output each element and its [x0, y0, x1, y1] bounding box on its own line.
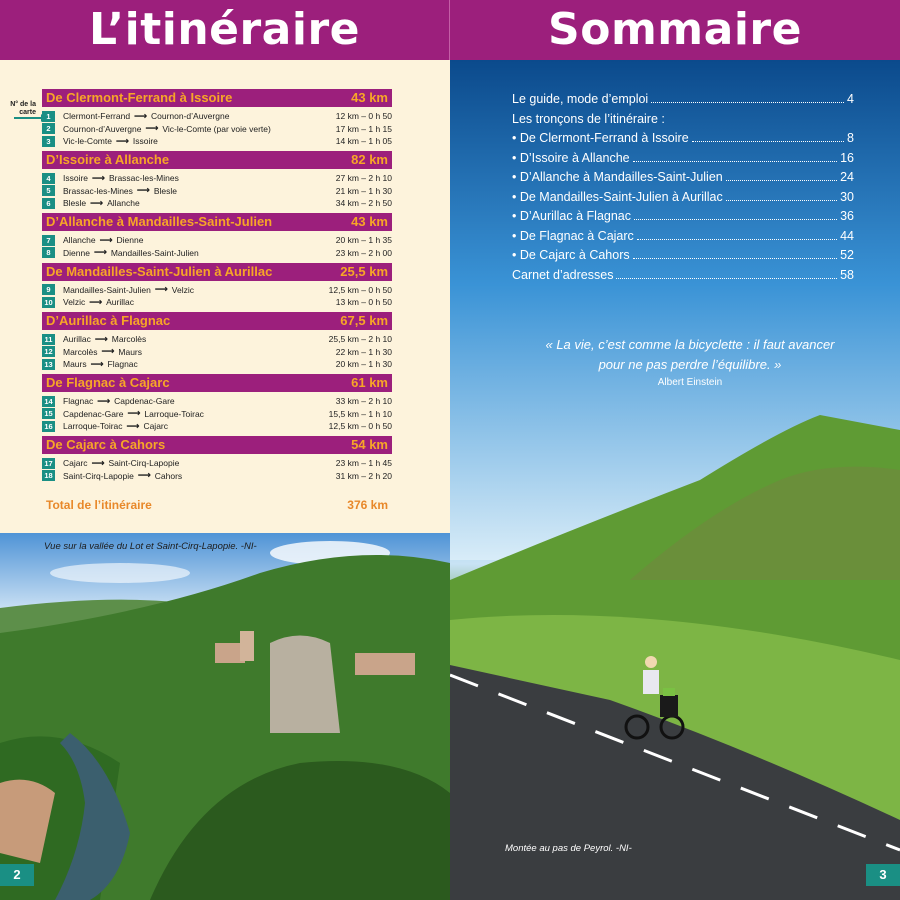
toc-leader-dots [634, 211, 837, 220]
page-number-right: 3 [866, 864, 900, 886]
stage-header [42, 436, 392, 454]
segment-row [42, 420, 392, 432]
toc-entry-label: • D’Allanche à Mandailles-Saint-Julien [512, 170, 723, 184]
toc-leader-dots [726, 172, 837, 181]
segment-distance: 22 km – 1 h 30 [335, 346, 392, 357]
arrow-right-icon: ⟶ [89, 296, 103, 307]
arrow-right-icon: ⟶ [90, 197, 104, 208]
lot-valley-illustration [0, 533, 450, 900]
right-photo-caption: Montée au pas de Peyrol. -NI- [505, 843, 632, 854]
summary-title: Sommaire [450, 0, 900, 60]
segment-row [42, 172, 392, 184]
stage-block [42, 213, 392, 259]
segment-row [42, 296, 392, 308]
segment-to: Marcolès [111, 334, 147, 344]
stage-rows [42, 231, 392, 259]
toc-entry-label: • De Mandailles-Saint-Julien à Aurillac [512, 189, 723, 204]
toc-entry-page: 16 [840, 150, 854, 165]
toc-entry[interactable] [512, 92, 854, 112]
segment-from: Clermont-Ferrand [63, 111, 131, 121]
segment-row [42, 123, 392, 135]
arrow-right-icon: ⟶ [145, 123, 159, 133]
map-number-badge: 14 [42, 396, 55, 407]
map-number-badge: 11 [42, 334, 55, 345]
toc-entry-page: 8 [847, 131, 854, 145]
segment-distance: 12,5 km – 0 h 50 [328, 284, 392, 295]
map-number-label: N° de la carte [10, 101, 36, 116]
map-number-badge: 12 [42, 346, 55, 357]
stage-block [42, 374, 392, 432]
arrow-right-icon: ⟶ [90, 358, 104, 369]
quote-line-1: « La vie, c’est comme la bicyclette : il faut avancer [545, 337, 835, 352]
arrow-right-icon: ⟶ [126, 420, 140, 431]
stage-km: 61 km [351, 375, 388, 390]
segment-from: Cajarc [63, 458, 88, 468]
toc-entry-label: • D’Issoire à Allanche [512, 150, 630, 165]
table-of-contents [512, 92, 854, 287]
map-number-badge: 8 [42, 247, 55, 258]
segment-row [42, 247, 392, 259]
segment-from: Flagnac [63, 396, 94, 406]
toc-entry[interactable] [512, 112, 854, 132]
stage-name: D’Allanche à Mandailles-Saint-Julien [46, 214, 273, 229]
segment-row [42, 110, 392, 122]
stage-km: 25,5 km [340, 263, 388, 279]
segment-to: Capdenac-Gare [114, 396, 175, 406]
segment-row [42, 358, 392, 370]
segment-distance: 23 km – 2 h 00 [335, 247, 392, 258]
stage-km: 67,5 km [340, 313, 388, 328]
stage-rows [42, 392, 392, 432]
map-number-badge: 17 [42, 458, 55, 469]
stage-block [42, 151, 392, 209]
arrow-right-icon: ⟶ [137, 470, 151, 480]
segment-to: Cahors [154, 470, 183, 481]
map-number-badge: 9 [42, 284, 55, 295]
lot-valley-photo [0, 533, 450, 900]
segment-from: Velzic [63, 297, 86, 307]
map-number-badge: 4 [42, 173, 55, 184]
segment-from: Cournon-d’Auvergne [63, 123, 142, 134]
stage-name: D’Aurillac à Flagnac [46, 313, 171, 328]
stage-km: 54 km [351, 437, 388, 452]
toc-entry-page: 52 [840, 248, 854, 262]
page-number-left: 2 [0, 864, 34, 886]
segment-distance: 13 km – 0 h 50 [335, 297, 392, 307]
stage-block [42, 89, 392, 147]
map-number-badge: 15 [42, 408, 55, 419]
segment-to: Flagnac [107, 359, 138, 369]
segment-to: Blesle [153, 185, 177, 196]
toc-leader-dots [637, 231, 837, 240]
stage-rows [42, 330, 392, 370]
itinerary-total [42, 498, 392, 512]
arrow-right-icon: ⟶ [101, 346, 115, 356]
toc-entry-label: Carnet d’adresses [512, 267, 614, 282]
toc-entry-page: 30 [840, 189, 854, 204]
segment-distance: 15,5 km – 1 h 10 [328, 408, 392, 419]
toc-entry[interactable] [512, 209, 854, 229]
stage-header [42, 374, 392, 392]
stage-block [42, 263, 392, 309]
stage-block [42, 436, 392, 482]
segment-distance: 12 km – 0 h 50 [335, 111, 392, 121]
toc-leader-dots [633, 153, 837, 162]
arrow-right-icon: ⟶ [94, 333, 108, 344]
segment-distance: 14 km – 1 h 05 [335, 136, 392, 146]
map-number-badge: 7 [42, 235, 55, 246]
segment-row [42, 185, 392, 197]
stage-km: 82 km [351, 152, 388, 167]
segment-distance: 20 km – 1 h 30 [335, 359, 392, 369]
segment-from: Dienne [63, 247, 90, 258]
stage-rows [42, 281, 392, 309]
segment-row [42, 135, 392, 147]
map-number-badge: 1 [42, 111, 55, 122]
segment-to: Issoire [132, 136, 158, 146]
segment-from: Mandailles-Saint-Julien [63, 284, 151, 295]
segment-to: Cajarc [143, 421, 168, 431]
segment-row [42, 234, 392, 246]
quote-line-2: pour ne pas perdre l’équilibre. » [598, 357, 782, 372]
segment-to: Larroque-Toirac [144, 408, 204, 419]
segment-to: Allanche [107, 198, 140, 208]
segment-row [42, 457, 392, 469]
toc-entry[interactable] [512, 229, 854, 249]
map-number-badge: 6 [42, 198, 55, 209]
segment-to: Mandailles-Saint-Julien [110, 247, 199, 258]
map-number-badge: 5 [42, 185, 55, 196]
arrow-right-icon: ⟶ [93, 247, 107, 257]
arrow-right-icon: ⟶ [91, 457, 105, 468]
right-page [450, 0, 900, 900]
toc-entry[interactable] [512, 268, 854, 288]
toc-leader-dots [726, 192, 837, 201]
stage-header [42, 151, 392, 169]
arrow-right-icon: ⟶ [154, 284, 168, 294]
segment-distance: 23 km – 1 h 45 [335, 458, 392, 468]
stage-km: 43 km [351, 214, 388, 229]
total-label: Total de l’itinéraire [46, 498, 152, 512]
total-km: 376 km [347, 498, 388, 512]
toc-entry-label: • De Cajarc à Cahors [512, 248, 630, 262]
map-number-badge: 3 [42, 136, 55, 147]
segment-row [42, 346, 392, 358]
stage-block [42, 312, 392, 370]
itinerary-stages [42, 89, 392, 486]
arrow-right-icon: ⟶ [99, 234, 113, 245]
toc-entry-label: • D’Aurillac à Flagnac [512, 209, 632, 223]
arrow-right-icon: ⟶ [97, 395, 111, 406]
segment-distance: 12,5 km – 0 h 50 [328, 421, 392, 431]
left-photo-caption: Vue sur la vallée du Lot et Saint-Cirq-Lapopie. -NI- [44, 541, 257, 552]
segment-from: Brassac-les-Mines [63, 185, 133, 196]
arrow-right-icon: ⟶ [92, 172, 105, 183]
toc-entry-label: • De Flagnac à Cajarc [512, 228, 634, 243]
segment-from: Maurs [63, 359, 87, 369]
toc-entry-page: 24 [840, 170, 854, 184]
stage-header [42, 312, 392, 330]
segment-distance: 31 km – 2 h 20 [335, 470, 392, 481]
segment-distance: 20 km – 1 h 35 [335, 235, 392, 245]
segment-to: Brassac-les-Mines [108, 173, 179, 183]
segment-from: Vic-le-Comte [63, 136, 112, 146]
toc-entry-label: • De Clermont-Ferrand à Issoire [512, 131, 689, 145]
segment-from: Larroque-Toirac [63, 421, 123, 431]
segment-distance: 25,5 km – 2 h 10 [328, 334, 392, 344]
toc-entry-page: 44 [840, 228, 854, 243]
segment-row [42, 470, 392, 482]
segment-from: Aurillac [63, 334, 91, 344]
itinerary-title: L’itinéraire [0, 0, 450, 60]
toc-entry[interactable] [512, 170, 854, 190]
arrow-right-icon: ⟶ [127, 408, 141, 418]
arrow-right-icon: ⟶ [115, 135, 129, 146]
segment-from: Issoire [63, 173, 89, 183]
stage-header [42, 89, 392, 107]
map-number-badge: 10 [42, 297, 55, 308]
arrow-right-icon: ⟶ [134, 110, 147, 121]
segment-from: Marcolès [63, 346, 98, 357]
toc-leader-dots [616, 270, 837, 279]
toc-entry-label: Les tronçons de l’itinéraire : [512, 111, 665, 126]
segment-distance: 17 km – 1 h 15 [335, 123, 392, 134]
arrow-right-icon: ⟶ [136, 185, 150, 195]
stage-rows [42, 454, 392, 482]
map-number-badge: 18 [42, 470, 55, 481]
segment-distance: 34 km – 2 h 50 [335, 198, 392, 208]
stage-header [42, 213, 392, 231]
segment-to: Dienne [116, 235, 144, 245]
map-number-badge: 16 [42, 421, 55, 432]
segment-row [42, 197, 392, 209]
map-number-badge: 2 [42, 123, 55, 134]
segment-distance: 27 km – 2 h 10 [335, 173, 392, 183]
segment-to: Maurs [118, 346, 143, 357]
segment-from: Capdenac-Gare [63, 408, 124, 419]
segment-from: Allanche [63, 235, 96, 245]
toc-entry[interactable] [512, 248, 854, 268]
quote-author: Albert Einstein [657, 377, 723, 388]
segment-to: Vic-le-Comte (par voie verte) [162, 123, 271, 134]
segment-to: Cournon-d’Auvergne [150, 111, 230, 121]
segment-from: Saint-Cirq-Lapopie [63, 470, 134, 481]
segment-distance: 21 km – 1 h 30 [335, 185, 392, 196]
toc-entry[interactable] [512, 131, 854, 151]
segment-from: Blesle [63, 198, 87, 208]
segment-to: Aurillac [106, 297, 134, 307]
segment-row [42, 395, 392, 407]
segment-row [42, 333, 392, 345]
toc-entry-label: Le guide, mode d’emploi [512, 92, 649, 106]
toc-entry-page: 36 [840, 209, 854, 223]
stage-rows [42, 169, 392, 209]
stage-name: De Mandailles-Saint-Julien à Aurillac [46, 263, 273, 279]
stage-name: De Cajarc à Cahors [46, 437, 166, 452]
stage-name: De Flagnac à Cajarc [46, 375, 170, 390]
toc-entry-page: 58 [840, 267, 854, 282]
segment-distance: 33 km – 2 h 10 [335, 396, 392, 406]
toc-leader-dots [651, 94, 844, 103]
toc-entry[interactable] [512, 190, 854, 210]
stage-name: D’Issoire à Allanche [46, 152, 170, 167]
stage-header [42, 263, 392, 281]
stage-rows [42, 107, 392, 147]
segment-row [42, 284, 392, 296]
segment-to: Saint-Cirq-Lapopie [108, 458, 180, 468]
segment-row [42, 408, 392, 420]
stage-km: 43 km [351, 90, 388, 105]
map-number-badge: 13 [42, 359, 55, 370]
toc-entry[interactable] [512, 151, 854, 171]
quote [510, 335, 870, 375]
toc-entry-page: 4 [847, 92, 854, 106]
segment-to: Velzic [171, 284, 195, 295]
map-number-arrow-icon [14, 117, 42, 119]
toc-leader-dots [692, 133, 844, 142]
stage-name: De Clermont-Ferrand à Issoire [46, 90, 233, 105]
toc-leader-dots [633, 250, 837, 259]
